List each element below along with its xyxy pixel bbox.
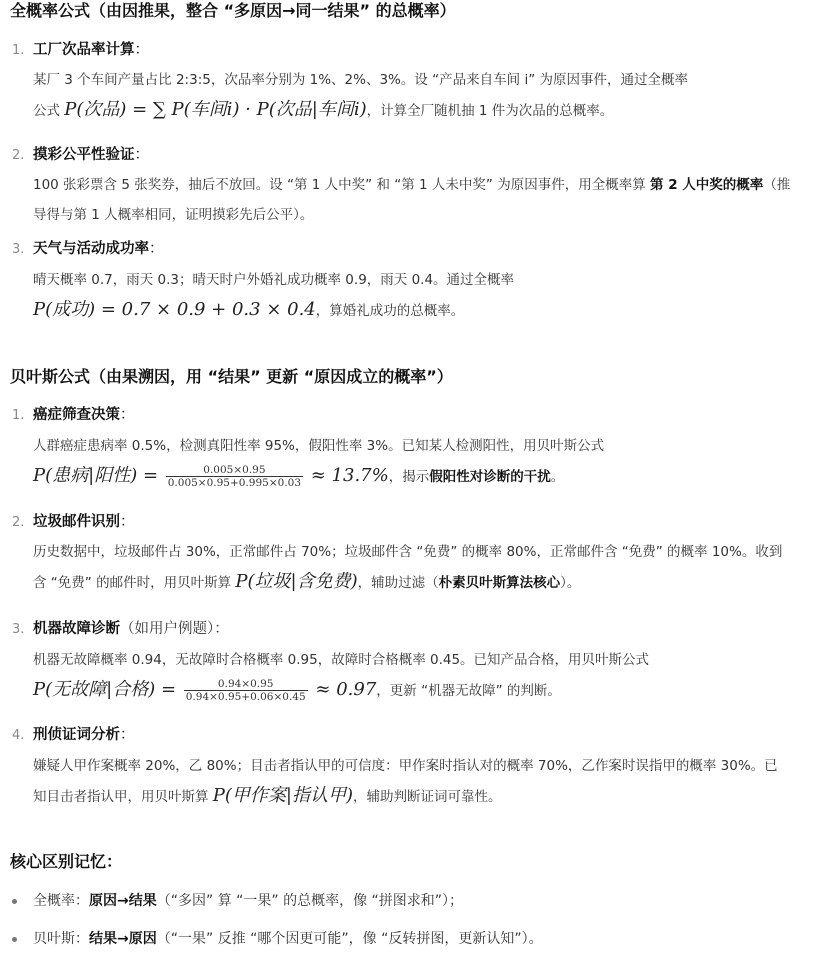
section-heading-key-difference: 核心区别记忆： xyxy=(10,852,123,871)
bullet-note: （“多因” 算 “一果” 的总概率，像 “拼图求和”）； xyxy=(156,893,464,909)
item-body xyxy=(33,537,791,598)
fraction-numerator: 0.94×0.95 xyxy=(217,677,274,690)
item-title: 工厂次品率计算： xyxy=(33,42,149,58)
item-title-text: 天气与活动成功率 xyxy=(33,241,149,257)
bullet-item xyxy=(33,928,543,950)
bullet-note: （“一果” 反推 “哪个因更可能”，像 “反转拼图，更新认知”）。 xyxy=(156,931,543,947)
item-title-text: 工厂次品率计算 xyxy=(33,42,135,58)
fraction-numerator: 0.005×0.95 xyxy=(203,463,266,476)
formula-lhs: P(无故障|合格) = xyxy=(33,679,182,700)
formula: P(次品) = ∑ P(车间i) · P(次品|车间i) xyxy=(64,99,367,120)
body-text: ，计算全厂随机抽 1 件为次品的总概率。 xyxy=(366,103,614,119)
item-body xyxy=(33,645,791,706)
body-text: 晴天概率 0.7，雨天 0.3；晴天时户外婚礼成功概率 0.9，雨天 0.4。通过全概率 xyxy=(33,272,515,288)
item-body xyxy=(33,265,791,326)
body-text: 公式 xyxy=(33,103,65,119)
body-text: ，辅助判断证词可靠性。 xyxy=(353,789,502,805)
body-text: ，算婚礼成功的总概率。 xyxy=(315,303,465,319)
body-text: 嫌疑人甲作案概率 20%，乙 80%；目击者指认甲的可信度：甲作案时指认对的概率 70%，乙作案时误指甲的概率 30%。已知目击者指认甲，用贝叶斯算 xyxy=(33,758,778,805)
fraction-denominator: 0.005×0.95+0.995×0.03 xyxy=(167,476,302,489)
item-body xyxy=(33,431,791,492)
body-text: 人群癌症患病率 0.5%，检测真阳性率 95%，假阳性率 3%。已知某人检测阳性，用贝叶斯公式 xyxy=(33,438,605,454)
item-title xyxy=(33,618,229,640)
fraction-denominator: 0.94×0.95+0.06×0.45 xyxy=(185,690,306,703)
item-title-text: 癌症筛查决策 xyxy=(33,407,120,423)
formula-lhs: P(患病|阳性) = xyxy=(33,465,164,486)
list-number: 4. xyxy=(12,728,25,743)
item-title-text: 刑侦证词分析 xyxy=(33,727,120,743)
bullet-item xyxy=(33,890,463,912)
section-heading-bayes: 贝叶斯公式（由果溯因，用 “结果” 更新 “原因成立的概率”） xyxy=(10,367,453,386)
item-title-text: 摸彩公平性验证 xyxy=(33,147,135,163)
body-text: 机器无故障概率 0.94，无故障时合格概率 0.95，故障时合格概率 0.45。已知产品合格，用贝叶斯公式 xyxy=(33,652,650,668)
item-title: 摸彩公平性验证： xyxy=(33,147,149,163)
formula-fraction xyxy=(184,678,308,703)
item-title: 刑侦证词分析： xyxy=(33,727,135,743)
bullet-bold: 结果→原因 xyxy=(89,931,157,947)
body-text: 历史数据中，垃圾邮件占 30%，正常邮件占 70%；垃圾邮件含 “免费” 的概率 80%，正常邮件含 “免费” 的概率 10%。收到含 “免费” 的邮件时，用贝叶斯算 xyxy=(33,544,783,591)
body-text: 。 xyxy=(550,469,565,485)
item-body xyxy=(33,170,791,230)
body-bold: 第 2 人中奖的概率 xyxy=(650,177,764,193)
item-body xyxy=(33,65,791,126)
body-bold: 假阳性对诊断的干扰 xyxy=(429,469,551,485)
body-bold: 朴素贝叶斯算法核心 xyxy=(438,575,561,591)
item-title-note: （如用户例题）： xyxy=(120,621,229,637)
item-body xyxy=(33,751,791,812)
formula-rhs: ≈ 0.97 xyxy=(309,679,377,700)
item-title-text: 垃圾邮件识别 xyxy=(33,514,120,530)
bullet-dot xyxy=(12,899,17,904)
body-text: ，辅助过滤（ xyxy=(357,575,439,591)
list-number: 1. xyxy=(12,43,25,58)
formula-fraction xyxy=(166,464,303,489)
list-number: 2. xyxy=(12,148,25,163)
item-title: 垃圾邮件识别： xyxy=(33,514,135,530)
item-title: 癌症筛查决策： xyxy=(33,407,135,423)
formula: P(垃圾|含免费) xyxy=(235,571,358,592)
item-title: 天气与活动成功率： xyxy=(33,241,164,257)
formula-rhs: ≈ 13.7% xyxy=(305,465,389,486)
bullet-dot xyxy=(12,937,17,942)
body-text: ，更新 “机器无故障” 的判断。 xyxy=(376,683,561,699)
formula: P(成功) = 0.7 × 0.9 + 0.3 × 0.4 xyxy=(33,299,316,320)
list-number: 1. xyxy=(12,408,25,423)
body-text: 某厂 3 个车间产量占比 2:3:5，次品率分别为 1%、2%、3%。设 “产品来自车间 i” 为原因事件，通过全概率 xyxy=(33,72,688,88)
list-number: 2. xyxy=(12,515,25,530)
body-text: ）。 xyxy=(560,575,581,591)
body-text: （推导得与第 1 人概率相同，证明摸彩先后公平）。 xyxy=(33,177,791,223)
body-text: ，揭示 xyxy=(388,469,430,485)
list-number: 3. xyxy=(12,622,25,637)
bullet-bold: 原因→结果 xyxy=(89,893,157,909)
bullet-label: 贝叶斯： xyxy=(33,931,89,947)
bullet-label: 全概率： xyxy=(33,893,89,909)
formula: P(甲作案|指认甲) xyxy=(212,785,354,806)
body-text: 100 张彩票含 5 张奖券，抽后不放回。设 “第 1 人中奖” 和 “第 1 人未中奖” 为原因事件，用全概率算 xyxy=(33,177,651,193)
item-title-text: 机器故障诊断 xyxy=(33,621,120,637)
list-number: 3. xyxy=(12,242,25,257)
section-heading-total-probability: 全概率公式（由因推果，整合 “多原因→同一结果” 的总概率） xyxy=(10,1,456,20)
